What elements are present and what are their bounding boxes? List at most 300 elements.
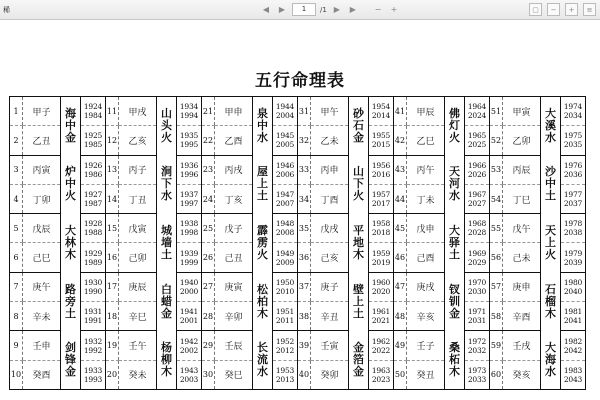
cycle-number: 20 (106, 360, 119, 389)
year-first: 1931 (83, 307, 103, 317)
year-second: 1985 (83, 140, 103, 150)
year-cell (177, 302, 202, 331)
ganzhi-cell: 辛亥 (407, 302, 445, 331)
year-cell (81, 184, 106, 213)
nayin-element: 城 墙 土 (157, 214, 177, 273)
year-first: 1970 (467, 277, 487, 287)
table-row (10, 243, 586, 272)
year-cell (81, 243, 106, 272)
cycle-number: 60 (490, 360, 503, 389)
year-first: 1936 (179, 160, 199, 170)
cycle-number: 19 (106, 331, 119, 360)
cycle-number: 32 (298, 126, 311, 155)
nayin-element: 松 柏 木 (253, 272, 273, 331)
ganzhi-cell: 壬寅 (311, 331, 349, 360)
ganzhi-cell: 壬子 (407, 331, 445, 360)
year-first: 1930 (83, 277, 103, 287)
year-cell (465, 302, 490, 331)
ganzhi-cell: 丁卯 (23, 184, 61, 213)
year-second: 2003 (179, 374, 199, 384)
nayin-element: 大 驿 土 (445, 214, 465, 273)
prev-page-icon[interactable]: ◀ (262, 5, 270, 14)
year-cell (561, 155, 586, 184)
year-first: 1925 (83, 131, 103, 141)
right-tools (529, 3, 596, 16)
ganzhi-cell: 辛酉 (503, 302, 541, 331)
nayin-element: 长 流 水 (253, 331, 273, 390)
page-number-input[interactable]: 1 (292, 3, 316, 16)
cycle-number: 59 (490, 331, 503, 360)
table-row (10, 184, 586, 213)
cycle-number: 21 (202, 97, 215, 126)
cycle-number: 2 (10, 126, 23, 155)
ganzhi-cell: 丙辰 (503, 155, 541, 184)
ganzhi-cell: 甲午 (311, 97, 349, 126)
ganzhi-cell: 丁巳 (503, 184, 541, 213)
nayin-element: 钗 钏 金 (445, 272, 465, 331)
year-first: 1946 (275, 160, 295, 170)
ganzhi-cell: 癸酉 (23, 360, 61, 389)
ganzhi-cell: 壬申 (23, 331, 61, 360)
cycle-number: 18 (106, 302, 119, 331)
nayin-element: 桑 柘 木 (445, 331, 465, 390)
year-second: 1988 (83, 228, 103, 238)
viewer-toolbar (0, 0, 600, 20)
year-second: 1994 (179, 111, 199, 121)
cycle-number: 43 (394, 155, 407, 184)
nayin-element: 沙 中 土 (541, 155, 561, 214)
year-first: 1949 (275, 248, 295, 258)
nayin-element: 大 林 木 (61, 214, 81, 273)
last-page-icon[interactable]: ▶ (349, 5, 356, 14)
year-second: 2028 (467, 228, 487, 238)
year-second: 2034 (563, 111, 583, 121)
year-second: 2037 (563, 199, 583, 209)
ganzhi-cell: 辛卯 (215, 302, 253, 331)
ganzhi-cell: 壬戌 (503, 331, 541, 360)
year-first: 1966 (467, 160, 487, 170)
year-first: 1958 (371, 219, 391, 229)
ganzhi-cell: 甲戌 (119, 97, 157, 126)
year-cell (465, 184, 490, 213)
ganzhi-cell: 戊午 (503, 214, 541, 243)
year-cell (465, 155, 490, 184)
ganzhi-cell: 辛丑 (311, 302, 349, 331)
year-second: 2015 (371, 140, 391, 150)
ganzhi-cell: 癸未 (119, 360, 157, 389)
year-second: 1986 (83, 169, 103, 179)
year-second: 1997 (179, 199, 199, 209)
viewer-title: 稀 (3, 6, 10, 14)
cycle-number: 55 (490, 214, 503, 243)
cycle-number: 17 (106, 272, 119, 301)
nayin-element: 炉 中 火 (61, 155, 81, 214)
zoom-out-button-icon[interactable]: − (547, 3, 560, 16)
nayin-element: 剑 锋 金 (61, 331, 81, 390)
year-first: 1974 (563, 102, 583, 112)
cycle-number: 24 (202, 184, 215, 213)
year-first: 1933 (83, 365, 103, 375)
nayin-element: 涧 下 水 (157, 155, 177, 214)
year-second: 1992 (83, 345, 103, 355)
year-second: 2009 (275, 257, 295, 267)
zoom-controls (372, 3, 400, 15)
year-first: 1969 (467, 248, 487, 258)
cycle-number: 27 (202, 272, 215, 301)
year-first: 1942 (179, 336, 199, 346)
year-first: 1945 (275, 131, 295, 141)
nayin-element: 大 溪 水 (541, 97, 561, 156)
year-second: 2033 (467, 374, 487, 384)
year-cell (465, 331, 490, 360)
ganzhi-cell: 戊申 (407, 214, 445, 243)
ganzhi-cell: 癸丑 (407, 360, 445, 389)
cycle-number: 46 (394, 243, 407, 272)
year-first: 1982 (563, 336, 583, 346)
year-cell (369, 331, 394, 360)
cycle-number: 12 (106, 126, 119, 155)
cycle-number: 4 (10, 184, 23, 213)
cycle-number: 3 (10, 155, 23, 184)
cycle-number: 13 (106, 155, 119, 184)
cycle-number: 58 (490, 302, 503, 331)
cycle-number: 47 (394, 272, 407, 301)
fit-page-icon[interactable]: ▢ (529, 3, 542, 16)
ganzhi-cell: 己亥 (311, 243, 349, 272)
year-first: 1932 (83, 336, 103, 346)
cycle-number: 44 (394, 184, 407, 213)
cycle-number: 23 (202, 155, 215, 184)
year-second: 1998 (179, 228, 199, 238)
ganzhi-cell: 乙酉 (215, 126, 253, 155)
year-second: 2029 (467, 257, 487, 267)
ganzhi-cell: 戊辰 (23, 214, 61, 243)
year-second: 2014 (371, 111, 391, 121)
year-cell (465, 126, 490, 155)
year-first: 1962 (371, 336, 391, 346)
ganzhi-cell: 戊子 (215, 214, 253, 243)
ganzhi-cell: 癸卯 (311, 360, 349, 389)
table-row (10, 126, 586, 155)
year-first: 1928 (83, 219, 103, 229)
year-first: 1947 (275, 190, 295, 200)
year-first: 1955 (371, 131, 391, 141)
year-second: 1987 (83, 199, 103, 209)
year-second: 2041 (563, 316, 583, 326)
cycle-number: 40 (298, 360, 311, 389)
year-cell (273, 360, 298, 389)
page-total: /1 (320, 5, 327, 14)
year-cell (465, 214, 490, 243)
cycle-number: 54 (490, 184, 503, 213)
ganzhi-cell: 庚戌 (407, 272, 445, 301)
cycle-number: 48 (394, 302, 407, 331)
ganzhi-cell: 甲辰 (407, 97, 445, 126)
year-cell (369, 184, 394, 213)
year-second: 2038 (563, 228, 583, 238)
nayin-element: 山 头 火 (157, 97, 177, 156)
year-cell (561, 302, 586, 331)
year-first: 1971 (467, 307, 487, 317)
ganzhi-cell: 丙子 (119, 155, 157, 184)
year-cell (369, 243, 394, 272)
year-cell (273, 243, 298, 272)
year-first: 1935 (179, 131, 199, 141)
year-second: 2035 (563, 140, 583, 150)
year-second: 2021 (371, 316, 391, 326)
year-cell (177, 331, 202, 360)
year-first: 1941 (179, 307, 199, 317)
cycle-number: 26 (202, 243, 215, 272)
year-cell (177, 360, 202, 389)
year-first: 1924 (83, 102, 103, 112)
cycle-number: 30 (202, 360, 215, 389)
year-cell (81, 331, 106, 360)
year-second: 2011 (275, 316, 295, 326)
year-second: 2005 (275, 140, 295, 150)
year-second: 2002 (179, 345, 199, 355)
year-cell (177, 214, 202, 243)
year-first: 1939 (179, 248, 199, 258)
year-cell (273, 214, 298, 243)
cycle-number: 28 (202, 302, 215, 331)
nayin-element: 天 上 火 (541, 214, 561, 273)
nayin-element: 壁 上 土 (349, 272, 369, 331)
ganzhi-cell: 戊寅 (119, 214, 157, 243)
nayin-element: 泉 中 水 (253, 97, 273, 156)
year-cell (81, 302, 106, 331)
year-cell (81, 272, 106, 301)
year-second: 2025 (467, 140, 487, 150)
table-row (10, 360, 586, 389)
table-row (10, 272, 586, 301)
year-second: 2030 (467, 286, 487, 296)
ganzhi-cell: 己丑 (215, 243, 253, 272)
ganzhi-cell: 庚申 (503, 272, 541, 301)
year-cell (465, 272, 490, 301)
year-second: 2036 (563, 169, 583, 179)
zoom-in-icon[interactable]: + (390, 4, 398, 14)
year-cell (273, 126, 298, 155)
year-first: 1978 (563, 219, 583, 229)
year-first: 1956 (371, 160, 391, 170)
year-cell (273, 155, 298, 184)
cycle-number: 38 (298, 302, 311, 331)
nayin-element: 霹 雳 火 (253, 214, 273, 273)
ganzhi-cell: 丁亥 (215, 184, 253, 213)
cycle-number: 5 (10, 214, 23, 243)
year-cell (177, 184, 202, 213)
ganzhi-cell: 壬午 (119, 331, 157, 360)
ganzhi-cell: 甲子 (23, 97, 61, 126)
ganzhi-cell: 癸亥 (503, 360, 541, 389)
cycle-number: 36 (298, 243, 311, 272)
year-cell (561, 360, 586, 389)
year-second: 2000 (179, 286, 199, 296)
cycle-number: 8 (10, 302, 23, 331)
year-second: 2018 (371, 228, 391, 238)
cycle-number: 53 (490, 155, 503, 184)
menu-icon[interactable]: ≡ (583, 3, 596, 16)
year-second: 2023 (371, 374, 391, 384)
cycle-number: 7 (10, 272, 23, 301)
year-cell (369, 97, 394, 126)
cycle-number: 42 (394, 126, 407, 155)
year-second: 2043 (563, 374, 583, 384)
year-cell (81, 126, 106, 155)
year-cell (369, 155, 394, 184)
table-row (10, 331, 586, 360)
zoom-in-button-icon[interactable]: + (565, 3, 578, 16)
ganzhi-cell: 庚寅 (215, 272, 253, 301)
year-first: 1977 (563, 190, 583, 200)
next-page-button-icon[interactable]: ▶ (333, 5, 340, 14)
cycle-number: 25 (202, 214, 215, 243)
next-page-icon[interactable]: ▶ (278, 5, 286, 14)
year-second: 2027 (467, 199, 487, 209)
ganzhi-cell: 丁未 (407, 184, 445, 213)
year-cell (81, 97, 106, 126)
nayin-element: 路 旁 土 (61, 272, 81, 331)
year-first: 1963 (371, 365, 391, 375)
nayin-element: 大 海 水 (541, 331, 561, 390)
year-second: 2040 (563, 286, 583, 296)
year-cell (369, 126, 394, 155)
year-cell (177, 272, 202, 301)
ganzhi-cell: 丙寅 (23, 155, 61, 184)
year-first: 1953 (275, 365, 295, 375)
year-first: 1972 (467, 336, 487, 346)
ganzhi-cell: 丁丑 (119, 184, 157, 213)
document-page (0, 20, 600, 400)
nayin-element: 山 下 火 (349, 155, 369, 214)
cycle-number: 49 (394, 331, 407, 360)
year-first: 1940 (179, 277, 199, 287)
year-first: 1983 (563, 365, 583, 375)
year-cell (561, 243, 586, 272)
year-first: 1961 (371, 307, 391, 317)
year-cell (177, 97, 202, 126)
ganzhi-cell: 甲寅 (503, 97, 541, 126)
year-first: 1950 (275, 277, 295, 287)
ganzhi-cell: 辛巳 (119, 302, 157, 331)
year-first: 1981 (563, 307, 583, 317)
document-title: 五行命理表 (255, 71, 345, 91)
year-first: 1943 (179, 365, 199, 375)
year-second: 2026 (467, 169, 487, 179)
year-cell (177, 126, 202, 155)
year-first: 1934 (179, 102, 199, 112)
nayin-element: 海 中 金 (61, 97, 81, 156)
pager (260, 3, 359, 16)
year-second: 2004 (275, 111, 295, 121)
year-cell (273, 97, 298, 126)
cycle-number: 45 (394, 214, 407, 243)
year-cell (561, 126, 586, 155)
ganzhi-cell: 壬辰 (215, 331, 253, 360)
ganzhi-cell: 乙未 (311, 126, 349, 155)
year-cell (81, 360, 106, 389)
cycle-number: 31 (298, 97, 311, 126)
year-second: 1991 (83, 316, 103, 326)
year-second: 2013 (275, 374, 295, 384)
year-cell (177, 243, 202, 272)
zoom-out-icon[interactable]: − (374, 4, 382, 14)
year-first: 1929 (83, 248, 103, 258)
cycle-number: 14 (106, 184, 119, 213)
year-cell (561, 97, 586, 126)
year-second: 2006 (275, 169, 295, 179)
nayin-element: 佛 灯 火 (445, 97, 465, 156)
ganzhi-cell: 丁酉 (311, 184, 349, 213)
nayin-element: 平 地 木 (349, 214, 369, 273)
table-row (10, 214, 586, 243)
year-second: 2001 (179, 316, 199, 326)
table-row (10, 155, 586, 184)
ganzhi-cell: 乙丑 (23, 126, 61, 155)
year-second: 1990 (83, 286, 103, 296)
year-second: 2008 (275, 228, 295, 238)
year-cell (273, 302, 298, 331)
nayin-element: 石 榴 木 (541, 272, 561, 331)
year-first: 1944 (275, 102, 295, 112)
nayin-element: 砂 石 金 (349, 97, 369, 156)
ganzhi-cell: 丙申 (311, 155, 349, 184)
cycle-number: 50 (394, 360, 407, 389)
ganzhi-cell: 戊戌 (311, 214, 349, 243)
year-second: 2031 (467, 316, 487, 326)
ganzhi-cell: 庚子 (311, 272, 349, 301)
year-first: 1980 (563, 277, 583, 287)
year-cell (369, 272, 394, 301)
cycle-number: 16 (106, 243, 119, 272)
year-cell (561, 214, 586, 243)
year-first: 1967 (467, 190, 487, 200)
cycle-number: 52 (490, 126, 503, 155)
year-second: 2016 (371, 169, 391, 179)
cycle-number: 34 (298, 184, 311, 213)
year-first: 1951 (275, 307, 295, 317)
table-row (10, 97, 586, 126)
year-first: 1957 (371, 190, 391, 200)
ganzhi-cell: 丙戌 (215, 155, 253, 184)
year-second: 2020 (371, 286, 391, 296)
year-cell (273, 184, 298, 213)
ganzhi-cell: 乙卯 (503, 126, 541, 155)
year-second: 1996 (179, 169, 199, 179)
year-second: 2007 (275, 199, 295, 209)
ganzhi-cell: 乙亥 (119, 126, 157, 155)
cycle-number: 10 (10, 360, 23, 389)
cycle-number: 1 (10, 97, 23, 126)
cycle-number: 6 (10, 243, 23, 272)
year-first: 1964 (467, 102, 487, 112)
year-second: 1993 (83, 374, 103, 384)
year-second: 1999 (179, 257, 199, 267)
year-first: 1979 (563, 248, 583, 258)
year-second: 1995 (179, 140, 199, 150)
year-cell (465, 360, 490, 389)
year-second: 2032 (467, 345, 487, 355)
ganzhi-cell: 癸巳 (215, 360, 253, 389)
cycle-number: 29 (202, 331, 215, 360)
cycle-number: 56 (490, 243, 503, 272)
cycle-number: 15 (106, 214, 119, 243)
cycle-number: 33 (298, 155, 311, 184)
cycle-number: 39 (298, 331, 311, 360)
ganzhi-cell: 乙巳 (407, 126, 445, 155)
year-first: 1927 (83, 190, 103, 200)
